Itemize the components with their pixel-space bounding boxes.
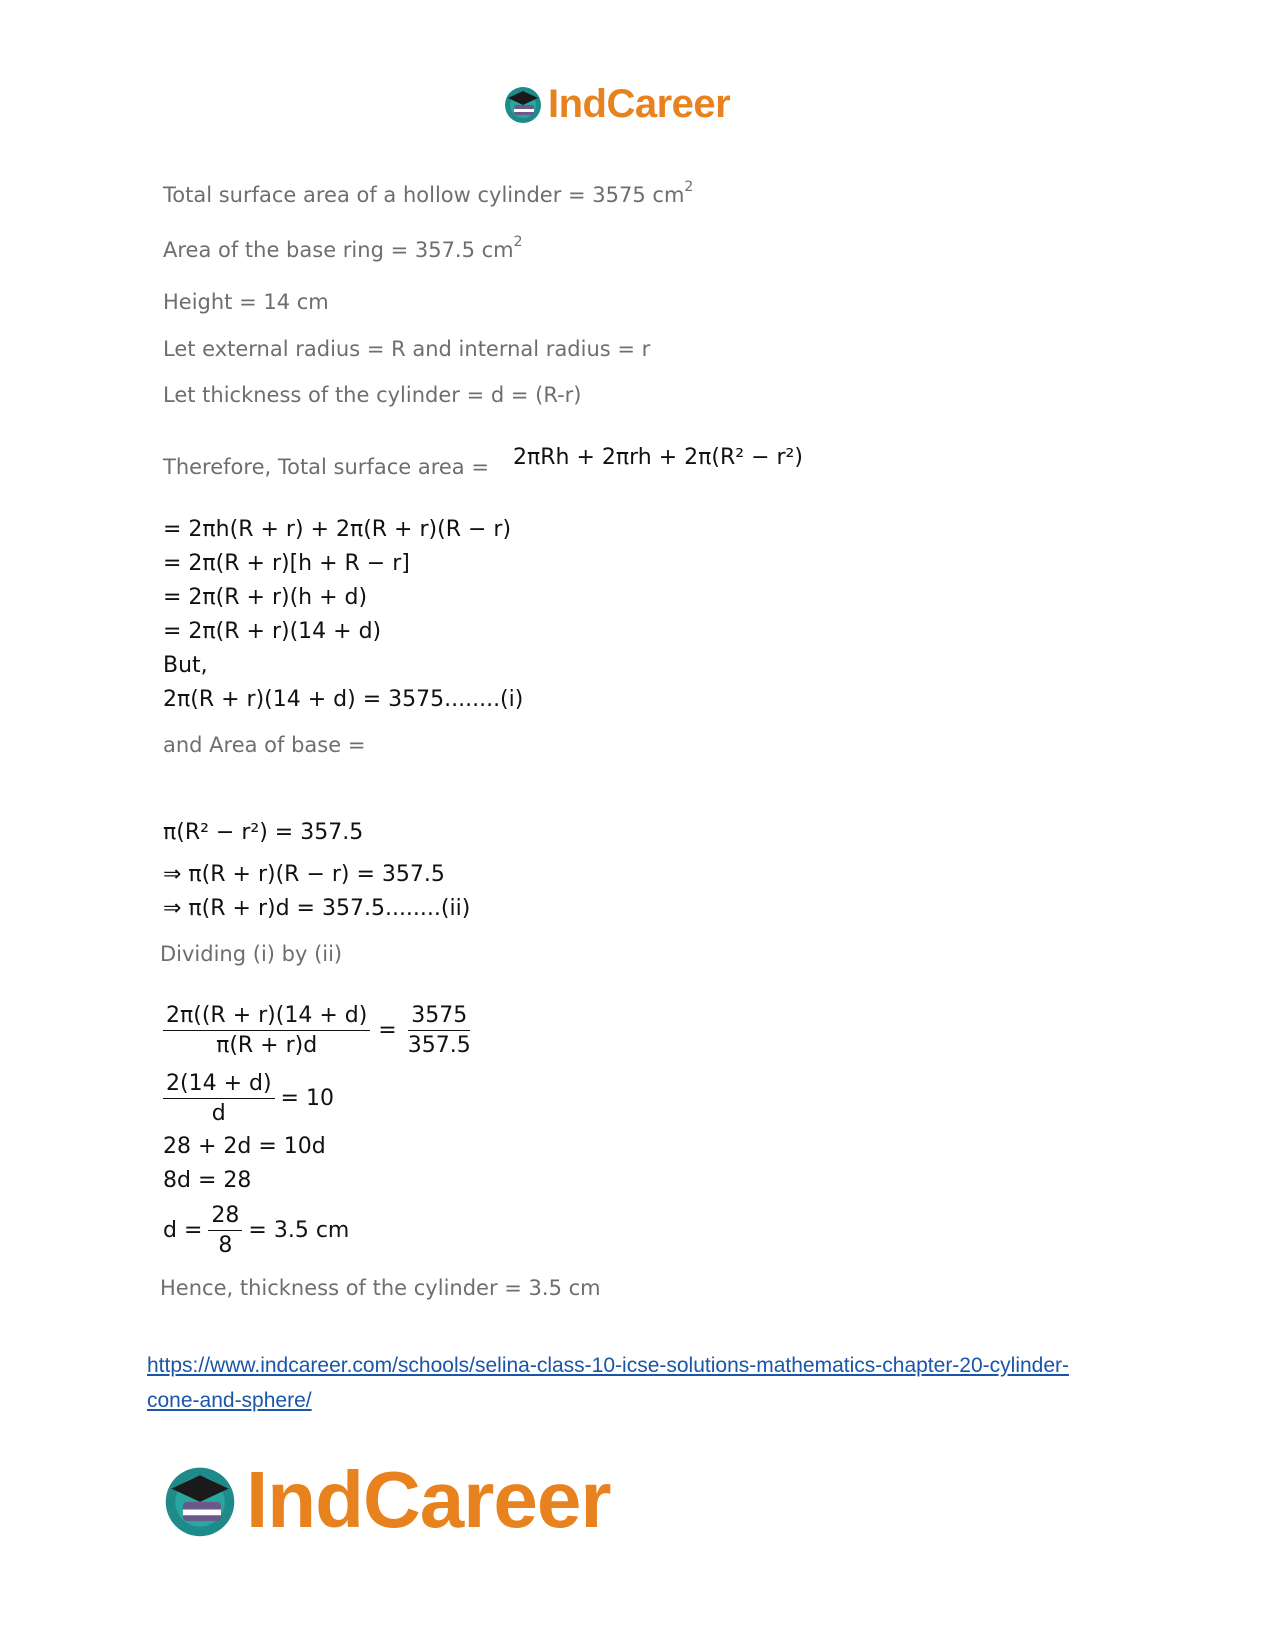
graduation-globe-icon [502, 83, 544, 125]
fraction-rhs: $\frac{3575}{357.5}$ [407, 1003, 471, 1059]
base-eq-2: ⇒ π(R + r)(R − r) = 357.5 [163, 862, 445, 887]
therefore-line: Therefore, Total surface area = [163, 455, 489, 479]
indcareer-logo-bottom [160, 1455, 611, 1544]
height-line: Height = 14 cm [163, 290, 329, 314]
dividing-line: Dividing (i) by (ii) [160, 942, 343, 966]
step-3: = 2π(R + r)(h + d) [163, 585, 368, 610]
base-ring-line: Area of the base ring = 357.5 $cm^2$ [163, 234, 523, 262]
fraction-simplified: $\frac{2(14 + d)}{d}$ = 10 [163, 1071, 334, 1127]
fraction-lhs: $\frac{2\pi((R + r)(14 + d)}{\pi(R + r)d}$ [163, 1003, 370, 1059]
total-surface-line: Total surface area of a hollow cylinder = 3575 $cm^2$ [163, 179, 694, 207]
d-result: d = $\frac{28}{8}$ = 3.5 cm [163, 1203, 350, 1259]
step-4: = 2π(R + r)(14 + d) [163, 619, 382, 644]
graduation-globe-icon [160, 1460, 240, 1540]
tsa-formula: 2πRh + 2πrh + 2π(R² − r²) [513, 445, 803, 470]
base-eq-1: π(R² − r²) = 357.5 [163, 820, 364, 845]
step-2: = 2π(R + r)[h + R − r] [163, 551, 410, 576]
fraction-division: $\frac{2\pi((R + r)(14 + d)}{\pi(R + r)d}$ = $\frac{3575}{357.5}$ [163, 1003, 474, 1059]
brand-name: IndCareer [548, 81, 731, 126]
line-8d: 8d = 28 [163, 1168, 252, 1193]
but-line: But, [163, 653, 208, 678]
base-eq-3: ⇒ π(R + r)d = 357.5........(ii) [163, 896, 471, 921]
source-link[interactable]: https://www.indcareer.com/schools/selina-class-10-icse-solutions-mathematics-chapter-20-cylinder-cone-and-sphere/ [147, 1354, 1070, 1412]
area-of-base-line: and Area of base = [163, 733, 366, 757]
step-1: = 2πh(R + r) + 2π(R + r)(R − r) [163, 517, 512, 542]
indcareer-logo-top [502, 80, 730, 128]
brand-name: IndCareer [246, 1455, 611, 1544]
radii-line: Let external radius = R and internal radius = r [163, 337, 651, 361]
hence-line: Hence, thickness of the cylinder = 3.5 cm [160, 1276, 601, 1300]
equation-i: 2π(R + r)(14 + d) = 3575........(i) [163, 687, 524, 712]
line-28: 28 + 2d = 10d [163, 1134, 326, 1159]
thickness-line: Let thickness of the cylinder = d = (R-r) [163, 383, 582, 407]
